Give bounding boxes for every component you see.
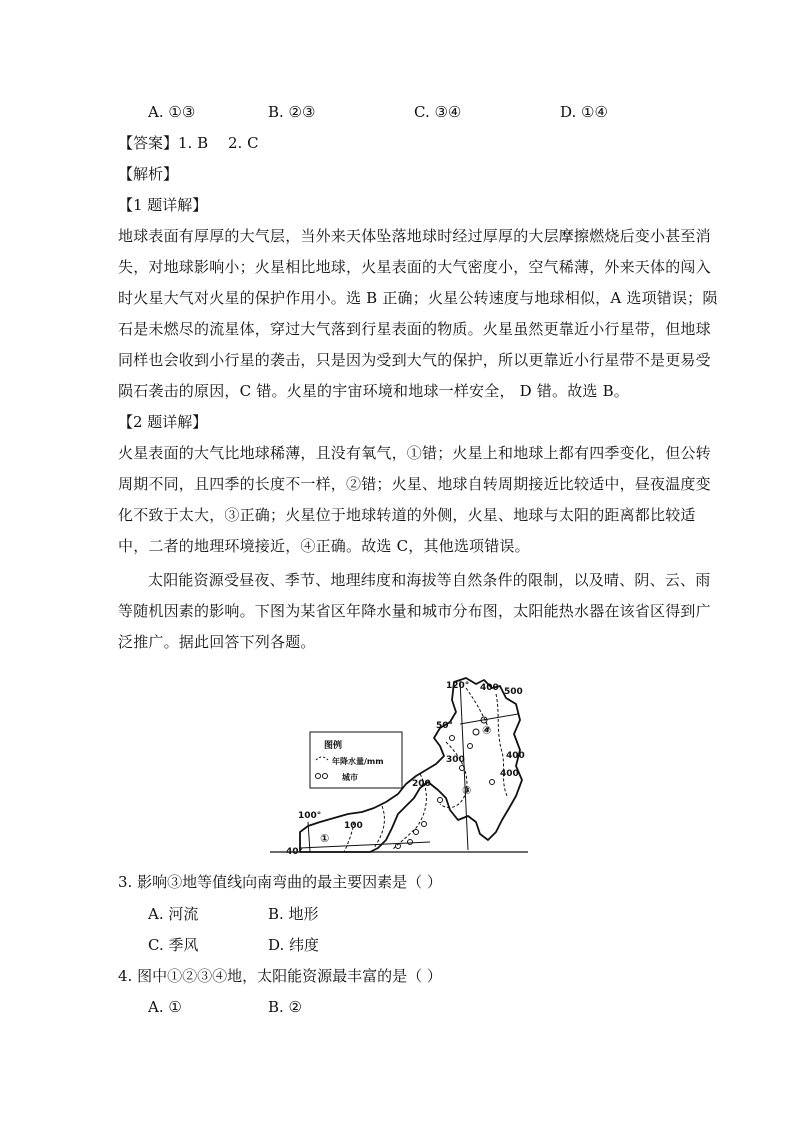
label-iso-400b: 400 [506,751,525,761]
q2-line-4: 中，二者的地理环境接近，④正确。故选 C，其他选项错误。 [118,537,530,555]
city-markers [396,717,495,849]
precipitation-city-map [270,672,540,862]
q4-option-a: A. ① [148,998,182,1016]
label-lon-100: 100° [298,811,322,821]
option-a: A. ①③ [148,103,196,121]
label-iso-300: 300 [446,755,465,765]
q3-stem: 3. 影响③地等值线向南弯曲的最主要因素是（ ） [118,873,442,891]
label-region-3: ③ [462,784,472,797]
q3-option-c: C. 季风 [148,936,199,954]
legend-city: 城市 [342,773,358,782]
legend-isohyet: 年降水量/mm [332,757,384,766]
legend-title: 图例 [324,741,343,751]
q2-line-3: 化不致于太大，③正确；火星位于地球转道的外侧，火星、地球与太阳的距离都比较适 [118,506,696,524]
label-iso-500: 500 [504,687,523,697]
label-iso-400a: 400 [480,683,499,693]
label-lat-40: 40° [286,847,304,857]
answer-second: 2. C [228,134,259,152]
label-iso-100: 100 [344,821,363,831]
q3-option-d: D. 纬度 [268,936,320,954]
q2-line-2: 周期不同，且四季的长度不一样，②错；火星、地球自转周期接近比较适中，昼夜温度变 [118,475,711,493]
analysis-heading: 【解析】 [118,165,179,183]
label-region-4: ④ [482,724,492,737]
q1-line-6: 陨石袭击的原因，C 错。火星的宇宙环境和地球一样安全， D 错。故选 B。 [118,382,630,400]
q2-line-1: 火星表面的大气比地球稀薄，且没有氧气，①错；火星上和地球上都有四季变化，但公转 [118,444,711,462]
label-lat-50: 50° [436,721,454,731]
label-iso-400c: 400 [500,769,519,779]
q3-option-a: A. 河流 [148,905,199,923]
q1-line-5: 同样也会收到小行星的袭击，只是因为受到大气的保护，所以更靠近小行星带不是更易受 [118,351,711,369]
label-iso-200: 200 [412,779,431,789]
option-c: C. ③④ [414,103,462,121]
q1-heading: 【1 题详解】 [118,196,208,214]
intro-line-3: 泛推广。据此回答下列各题。 [118,633,316,651]
q2-heading: 【2 题详解】 [118,413,208,431]
answer-label: 【答案】1. B [118,134,209,152]
q1-line-3: 时火星大气对火星的保护作用小。选 B 正确；火星公转速度与地球相似，A 选项错误；陨 [118,289,718,307]
q1-line-2: 失，对地球影响小；火星相比地球，火星表面的大气密度小，空气稀薄，外来天体的闯入 [118,258,711,276]
parallel-50 [460,714,518,724]
meridian-120 [460,680,468,850]
q1-line-1: 地球表面有厚厚的大气层，当外来天体坠落地球时经过厚厚的大层摩擦燃烧后变小甚至消 [118,227,711,245]
option-d: D. ①④ [560,103,608,121]
label-lon-120: 120° [446,681,470,691]
label-region-1: ① [320,832,330,845]
q4-option-b: B. ② [268,998,303,1016]
q4-stem: 4. 图中①②③④地，太阳能资源最丰富的是（ ） [118,967,442,985]
q1-line-4: 石是未燃尽的流星体，穿过大气落到行星表面的物质。火星虽然更靠近小行星带，但地球 [118,320,711,338]
option-b: B. ②③ [268,103,316,121]
intro-line-2: 等随机因素的影响。下图为某省区年降水量和城市分布图，太阳能热水器在该省区得到广 [118,602,711,620]
q3-option-b: B. 地形 [268,905,319,923]
intro-line-1: 太阳能资源受昼夜、季节、地理纬度和海拔等自然条件的限制，以及晴、阴、云、雨 [148,571,711,589]
